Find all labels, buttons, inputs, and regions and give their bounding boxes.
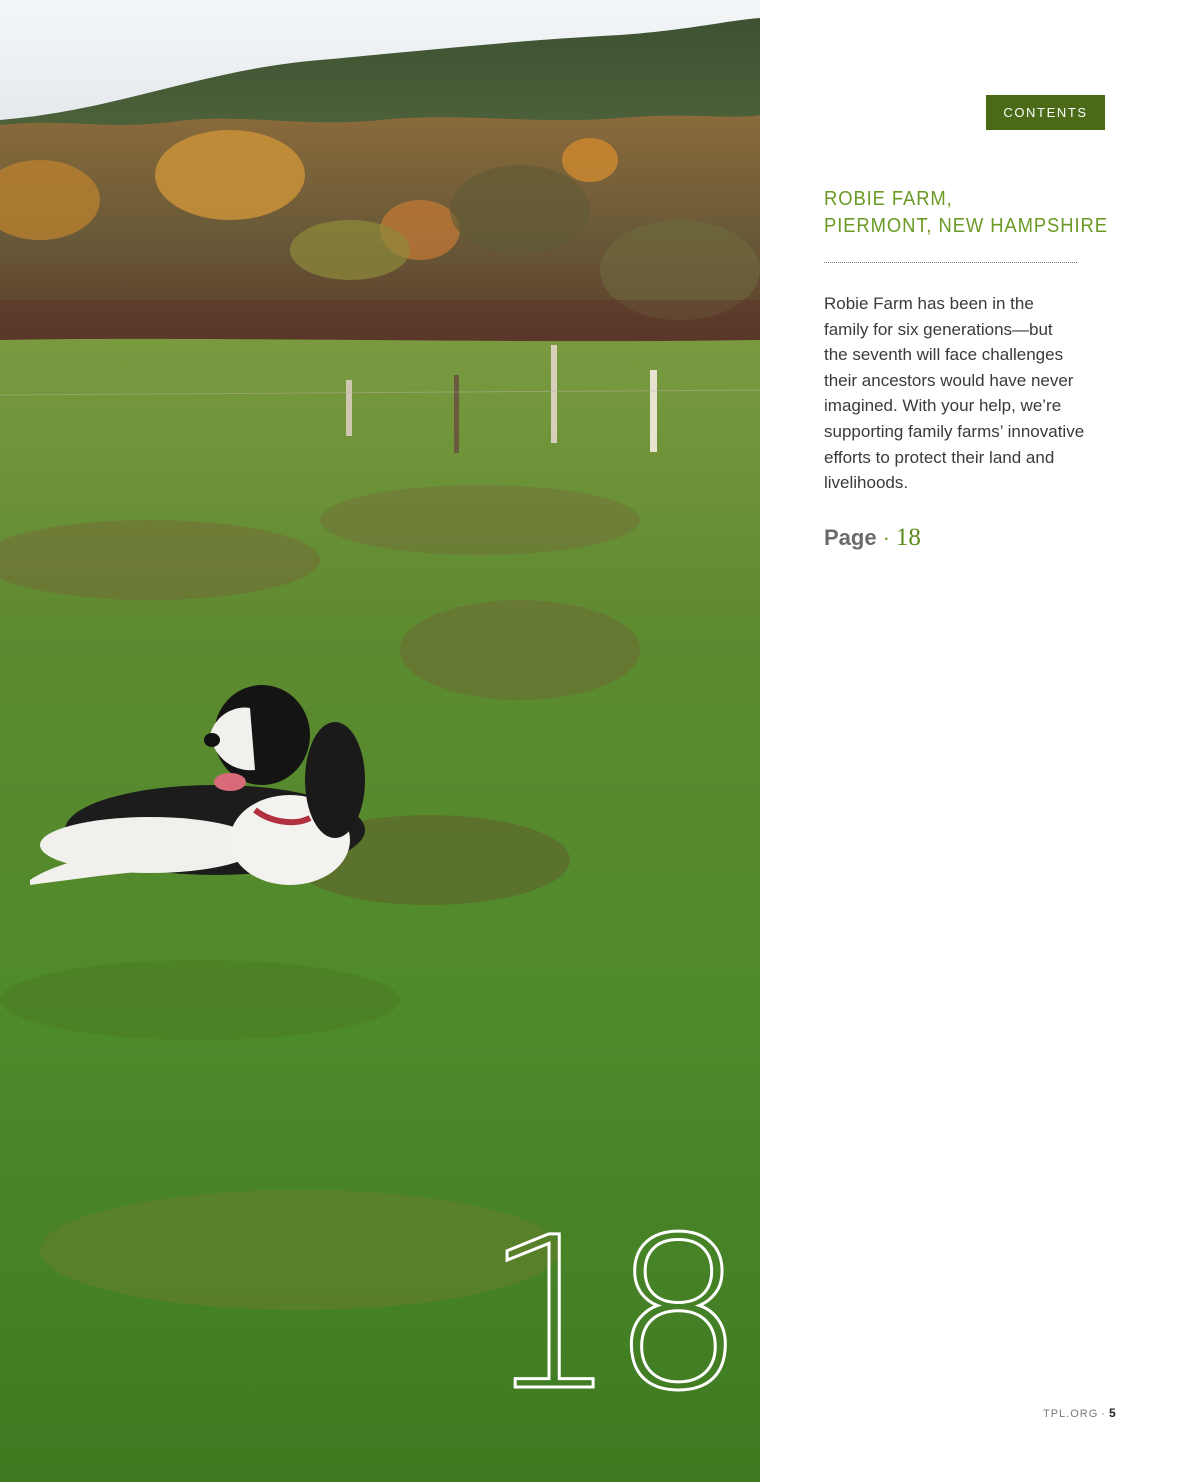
- summary-line: livelihoods.: [824, 473, 909, 493]
- page-reference[interactable]: [824, 524, 921, 552]
- summary-line: supporting family farms’ innovative: [824, 421, 1085, 441]
- summary-line: imagined. With your help, we’re: [824, 396, 1062, 416]
- summary-line: their ancestors would have never: [824, 370, 1074, 390]
- summary-line: family for six generations—but: [824, 319, 1053, 339]
- headline-line: PIERMONT, NEW HAMPSHIRE: [824, 215, 1108, 237]
- article-headline: [824, 186, 1108, 240]
- feature-number: 18: [484, 1192, 740, 1437]
- footer-separator: ·: [1101, 1408, 1106, 1420]
- summary-line: the seventh will face challenges: [824, 345, 1064, 365]
- summary-line: efforts to protect their land and: [824, 447, 1055, 467]
- article-summary: [824, 291, 1114, 496]
- headline-line: ROBIE FARM,: [824, 188, 953, 210]
- page-number-link: 18: [895, 524, 921, 551]
- dotted-divider: [824, 262, 1077, 263]
- footer-page-number: 5: [1108, 1406, 1117, 1420]
- contents-tag[interactable]: CONTENTS: [986, 95, 1105, 130]
- page-separator: ·: [882, 525, 890, 550]
- summary-line: Robie Farm has been in the: [824, 294, 1034, 313]
- page-label: Page: [824, 525, 877, 550]
- page-footer: [1043, 1406, 1117, 1420]
- footer-site: TPL.ORG: [1043, 1408, 1099, 1420]
